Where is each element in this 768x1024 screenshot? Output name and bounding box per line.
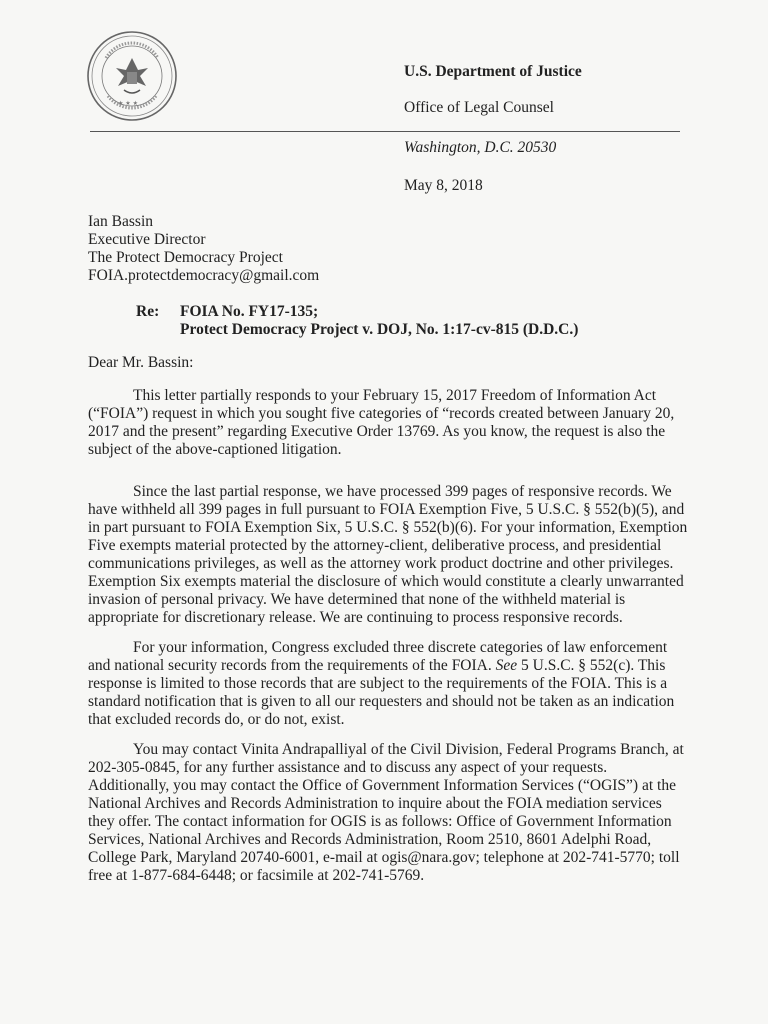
paragraph-line: (“FOIA”) request in which you sought five categories of “records created between January 20, <box>88 405 675 422</box>
paragraph-text: 5 U.S.C. § 552(c). This <box>517 657 666 674</box>
paragraph-line: appropriate for discretionary release. We are continuing to process responsive records. <box>88 609 623 626</box>
paragraph-line: 202-305-0845, for any further assistance and to discuss any aspect of your requests. <box>88 759 608 776</box>
office-name: Office of Legal Counsel <box>404 99 554 116</box>
paragraph-line: have withheld all 399 pages in full pursuant to FOIA Exemption Five, 5 U.S.C. § 552(b)(5), and <box>88 501 685 518</box>
letterhead-block <box>404 62 704 118</box>
body-paragraph-3 <box>88 639 688 729</box>
paragraph-line: Additionally, you may contact the Office of Government Information Services (“OGIS”) at the <box>88 777 676 794</box>
paragraph-line: Services, National Archives and Records Administration, Room 2510, 8601 Adelphi Road, <box>88 831 652 848</box>
recipient-organization: The Protect Democracy Project <box>88 249 283 266</box>
recipient-name: Ian Bassin <box>88 213 154 230</box>
re-line: Protect Democracy Project v. DOJ, No. 1:17-cv-815 (D.D.C.) <box>180 321 579 338</box>
paragraph-line: 2017 and the present” regarding Executive Order 13769. As you know, the request is also the <box>88 423 666 440</box>
body-paragraph-1 <box>88 387 688 459</box>
paragraph-line: This letter partially responds to your February 15, 2017 Freedom of Information Act <box>133 387 657 404</box>
re-label: Re: <box>136 303 160 320</box>
svg-text:★ ★ ★: ★ ★ ★ <box>118 100 138 107</box>
paragraph-line: Since the last partial response, we have processed 399 pages of responsive records. We <box>133 483 672 500</box>
paragraph-line: College Park, Maryland 20740-6001, e-mail at ogis@nara.gov; telephone at 202-741-5770; toll <box>88 849 680 866</box>
paragraph-line: response is limited to those records that are subject to the requirements of the FOIA. This is a <box>88 675 668 692</box>
paragraph-line: communications privileges, as well as the attorney work product doctrine and other privileges. <box>88 555 674 572</box>
paragraph-line: For your information, Congress excluded three discrete categories of law enforcement <box>133 639 668 656</box>
paragraph-line: invasion of personal privacy. We have determined that none of the withheld material is <box>88 591 626 608</box>
paragraph-line: in part pursuant to FOIA Exemption Six, 5 U.S.C. § 552(b)(6). For your information, Exemption <box>88 519 688 536</box>
paragraph-line: Five exempts material protected by the attorney-client, deliberative process, and presidential <box>88 537 662 554</box>
re-text <box>180 303 578 339</box>
citation-signal: See <box>495 657 518 674</box>
office-location: Washington, D.C. 20530 <box>404 139 557 156</box>
paragraph-line: free at 1-877-684-6448; or facsimile at 202-741-5769. <box>88 867 425 884</box>
header-divider <box>90 131 680 132</box>
paragraph-line <box>88 657 688 675</box>
re-line: FOIA No. FY17-135; <box>180 303 319 320</box>
body-paragraph-2 <box>88 483 688 627</box>
recipient-address <box>88 213 319 285</box>
paragraph-line: standard notification that is given to all our requesters and should not be taken as an indication <box>88 693 675 710</box>
paragraph-line: You may contact Vinita Andrapalliyal of the Civil Division, Federal Programs Branch, at <box>133 741 684 758</box>
paragraph-line: they offer. The contact information for OGIS is as follows: Office of Government Information <box>88 813 672 830</box>
paragraph-text: and national security records from the requirements of the FOIA. <box>88 657 496 674</box>
recipient-email: FOIA.protectdemocracy@gmail.com <box>88 267 320 284</box>
paragraph-line: Exemption Six exempts material the disclosure of which would constitute a clearly unwarranted <box>88 573 684 590</box>
body-paragraph-4 <box>88 741 688 885</box>
letter-date: May 8, 2018 <box>404 177 483 194</box>
doj-seal-icon <box>86 30 178 122</box>
salutation: Dear Mr. Bassin: <box>88 354 194 371</box>
agency-name: U.S. Department of Justice <box>404 63 582 80</box>
paragraph-line: National Archives and Records Administration to inquire about the FOIA mediation services <box>88 795 662 812</box>
paragraph-line: subject of the above-captioned litigation. <box>88 441 342 458</box>
recipient-title: Executive Director <box>88 231 206 248</box>
paragraph-line: that excluded records do, or do not, exist. <box>88 711 345 728</box>
